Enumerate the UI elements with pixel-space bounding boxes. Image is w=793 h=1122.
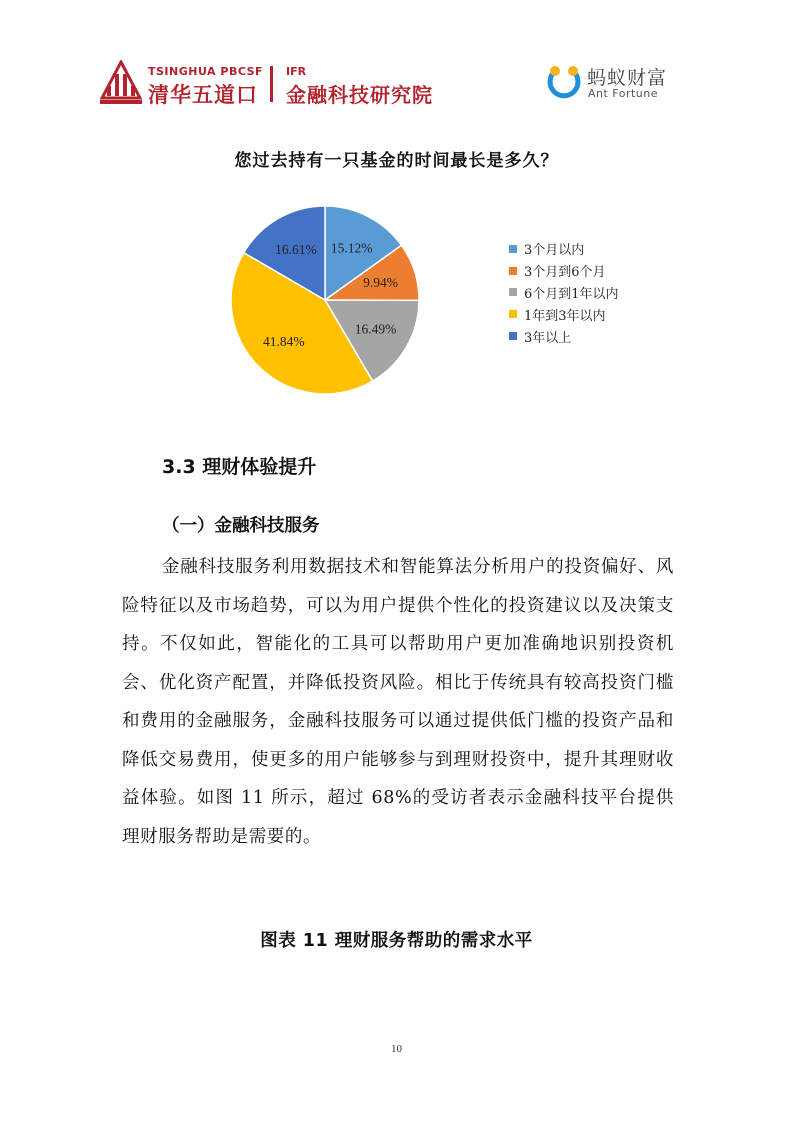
pie-data-label: 15.12% (330, 240, 373, 256)
legend-label: 1年到3年以内 (524, 308, 606, 324)
figure-caption: 图表 11 理财服务帮助的需求水平 (260, 931, 533, 951)
pie-data-label: 9.94% (363, 274, 398, 290)
body-paragraph: 金融科技服务利用数据技术和智能算法分析用户的投资偏好、风险特征以及市场趋势，可以为用户提供个性化的投资建议以及决策支持。不仅如此，智能化的工具可以帮助用户更加准确地识别投资机会、优化资产配置，并降低投资风险。相比于传统具有较高投资门槛和费用的金融服务，金融科技服务可以通过提供低门槛的投资产品和降低交易费用，使更多的用户能够参与到理财投资中，提升其理财收益体验。如图 11 所示，超过 68%的受访者表示金融科技平台提供理财服务帮助是需要的。 (122, 557, 674, 847)
pie-data-label: 41.84% (263, 333, 305, 349)
legend-label: 3个月以内 (524, 243, 585, 259)
ant-fortune-logo-cn: 蚂蚁财富 (587, 67, 668, 89)
ant-fortune-logo-icon (546, 64, 582, 100)
page-number: 10 (391, 1043, 402, 1055)
chart-title: 您过去持有一只基金的时间最长是多久？ (234, 151, 559, 171)
legend-item (509, 303, 619, 325)
legend-label: 3年以上 (524, 330, 572, 346)
legend-item (509, 325, 619, 347)
ant-fortune-logo-en: Ant Fortune (588, 87, 659, 100)
legend-label: 6个月到1年以内 (524, 286, 619, 302)
tsinghua-emblem-icon (100, 60, 142, 104)
ifr-logo-cn: 金融科技研究院 (286, 83, 433, 107)
section-heading: 3.3 理财体验提升 (162, 456, 317, 478)
chart-legend (509, 238, 619, 347)
legend-item (509, 238, 619, 260)
legend-item (509, 282, 619, 304)
tsinghua-logo-en: TSINGHUA PBCSF (148, 65, 264, 78)
header-divider (270, 66, 273, 102)
legend-label: 3个月到6个月 (524, 265, 606, 281)
legend-swatch (509, 288, 517, 296)
ifr-logo-en: IFR (286, 65, 307, 78)
subsection-heading: （一）金融科技服务 (162, 516, 320, 536)
pie-data-label: 16.61% (275, 241, 317, 257)
legend-swatch (509, 245, 517, 253)
pie-chart (220, 195, 430, 405)
tsinghua-logo-cn: 清华五道口 (148, 83, 258, 107)
legend-item (509, 260, 619, 282)
legend-swatch (509, 267, 517, 275)
legend-swatch (509, 332, 517, 340)
legend-swatch (509, 310, 517, 318)
pie-data-label: 16.49% (354, 321, 397, 337)
